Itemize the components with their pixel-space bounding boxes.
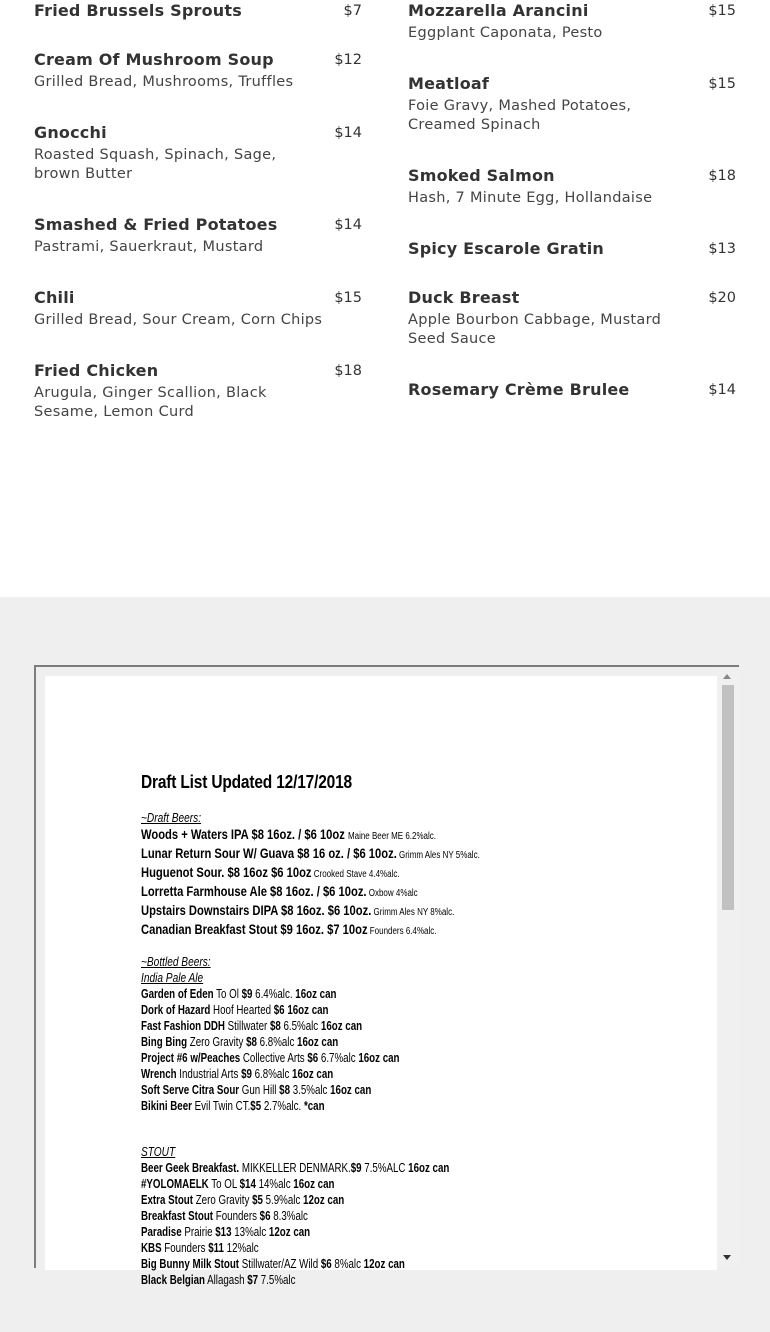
beer-price: $8	[246, 1035, 257, 1049]
stout-list	[141, 1160, 701, 1288]
menu-item-name: Smashed & Fried Potatoes	[34, 215, 278, 234]
menu-item-name: Fried Brussels Sprouts	[34, 1, 242, 20]
bottle-beer-line	[141, 986, 578, 1002]
menu-item-price: $20	[708, 290, 736, 306]
beer-brewer: Stillwater/AZ Wild	[239, 1257, 321, 1271]
beer-name: Bing Bing	[141, 1035, 188, 1049]
scroll-down-arrow-icon[interactable]	[723, 1255, 731, 1260]
stout-heading: STOUT	[141, 1144, 176, 1159]
beer-size: 16oz can	[284, 1003, 329, 1017]
beer-size: 16oz can	[318, 1019, 363, 1033]
menu-item	[408, 73, 738, 135]
menu-item-name: Smoked Salmon	[408, 166, 555, 185]
draft-beer-main: Lorretta Farmhouse Ale $8 16oz. / $6 10oz.	[141, 883, 367, 899]
beer-name: Garden of Eden	[141, 987, 214, 1001]
beer-abv: 7.5%alc	[258, 1273, 296, 1287]
bottle-beer-line	[141, 1082, 578, 1098]
beer-brewer: Zero Gravity	[193, 1193, 253, 1207]
draft-beer-line	[141, 845, 589, 864]
beer-name: Extra Stout	[141, 1193, 194, 1207]
beer-size: *can	[301, 1099, 325, 1113]
menu-item	[34, 49, 364, 92]
menu-item-name: Fried Chicken	[34, 361, 159, 380]
menu-item-name: Duck Breast	[408, 288, 520, 307]
bottle-beer-line	[141, 1208, 578, 1224]
beer-brewer: Evil Twin CT.	[191, 1099, 251, 1113]
draft-beer-main: Canadian Breakfast Stout $9 16oz. $7 10oz	[141, 921, 368, 937]
beer-brewer: Founders	[161, 1241, 209, 1255]
menu-item-description: Hash, 7 Minute Egg, Hollandaise	[408, 190, 653, 206]
menu-item	[408, 238, 738, 260]
beer-price: $11	[208, 1241, 224, 1255]
menu-item-name: Rosemary Crème Brulee	[408, 380, 630, 399]
menu-item	[34, 287, 364, 330]
menu-item-name: Mozzarella Arancini	[408, 1, 589, 20]
draft-beer-main: Lunar Return Sour W/ Guava $8 16 oz. / $6 10oz.	[141, 845, 397, 861]
beer-price: $8	[279, 1083, 291, 1097]
bottle-beer-line	[141, 1240, 578, 1256]
beer-brewer: Collective Arts	[240, 1051, 308, 1065]
bottle-beer-line	[141, 1160, 578, 1176]
menu-item	[408, 165, 738, 208]
menu-item-description: Foie Gravy, Mashed Potatoes, Creamed Spinach	[408, 98, 632, 133]
beer-brewer: Allagash	[204, 1273, 248, 1287]
beer-name: Project #6 w/Peaches	[141, 1051, 241, 1065]
beer-brewer: Industrial Arts	[176, 1067, 242, 1081]
menu-item-price: $18	[708, 168, 736, 184]
bottle-beer-line	[141, 1272, 578, 1288]
beer-price: $6	[307, 1051, 319, 1065]
beer-abv: 5.9%alc	[262, 1193, 301, 1207]
menu-item-price: $7	[343, 3, 362, 19]
beer-name: Breakfast Stout	[141, 1209, 214, 1223]
menu-item-name: Chili	[34, 288, 75, 307]
beer-name: KBS	[141, 1241, 162, 1255]
beer-brewer: Zero Gravity	[187, 1035, 247, 1049]
beer-size: 16oz can	[289, 1067, 334, 1081]
beer-price: $5	[252, 1193, 263, 1207]
bottle-beer-line	[141, 1018, 578, 1034]
menu-item-description: Grilled Bread, Mushrooms, Truffles	[34, 74, 294, 90]
menu-item-price: $14	[334, 125, 362, 141]
ipa-heading: India Pale Ale	[141, 970, 204, 985]
draft-beer-main: Woods + Waters IPA $8 16oz. / $6 10oz	[141, 826, 348, 842]
menu-item-price: $18	[334, 363, 362, 379]
beer-brewer: Founders	[213, 1209, 260, 1223]
bottle-beer-line	[141, 1224, 578, 1240]
beer-price: $6	[273, 1003, 285, 1017]
beer-abv: 8%alc	[331, 1257, 361, 1271]
beer-brewer: Hoof Hearted	[210, 1003, 274, 1017]
pdf-page[interactable]	[45, 676, 717, 1287]
draft-beer-line	[141, 864, 589, 883]
menu-item-description: Roasted Squash, Spinach, Sage, brown Butter	[34, 147, 277, 182]
bottle-beer-line	[141, 1050, 578, 1066]
beer-size: 16oz can	[290, 1177, 335, 1191]
beer-size: 12oz can	[266, 1225, 311, 1239]
scroll-up-arrow-icon[interactable]	[723, 674, 731, 679]
menu-item-price: $14	[708, 382, 736, 398]
menu-item-name: Gnocchi	[34, 123, 107, 142]
menu-item	[34, 214, 364, 257]
draft-beer-line	[141, 826, 589, 845]
beer-brewer: Gun Hill	[239, 1083, 280, 1097]
menu-item-price: $15	[708, 3, 736, 19]
menu-item-description: Pastrami, Sauerkraut, Mustard	[34, 239, 264, 255]
bottle-beer-line	[141, 1256, 578, 1272]
draft-beers-heading: ~Draft Beers:	[141, 810, 202, 825]
pdf-viewer[interactable]	[34, 665, 739, 1287]
bottle-beer-line	[141, 1002, 578, 1018]
beer-abv: 6.7%alc	[318, 1051, 356, 1065]
menu-item-price: $13	[708, 241, 736, 257]
menu-item	[34, 360, 364, 422]
beer-size: 16oz can	[355, 1051, 400, 1065]
draft-beer-main: Huguenot Sour. $8 16oz $6 10oz	[141, 864, 312, 880]
beer-name: #YOLOMAELK	[141, 1177, 209, 1191]
beer-abv: 8.3%alc	[270, 1209, 308, 1223]
beer-abv: 2.7%alc.	[261, 1099, 302, 1113]
beer-price: $6	[320, 1257, 332, 1271]
beer-name: Bikini Beer	[141, 1099, 192, 1113]
beer-abv: 6.5%alc	[280, 1019, 319, 1033]
menu-item	[408, 287, 738, 349]
beer-brewer: Stillwater	[224, 1019, 270, 1033]
beer-abv: 14%alc	[255, 1177, 291, 1191]
bottle-beer-line	[141, 1192, 578, 1208]
beer-price: $5	[250, 1099, 262, 1113]
ipa-list	[141, 986, 701, 1114]
draft-beer-line	[141, 921, 589, 940]
scroll-thumb[interactable]	[722, 685, 734, 910]
draft-beer-brewer: Grimm Ales NY 8%alc.	[371, 907, 455, 918]
menu-item-name: Meatloaf	[408, 74, 490, 93]
beer-size: 16oz can	[405, 1161, 450, 1175]
menu-item	[408, 0, 738, 43]
beer-name: Beer Geek Breakfast.	[141, 1161, 240, 1175]
draft-beer-brewer: Grimm Ales NY 5%alc.	[396, 850, 480, 861]
bottle-beer-line	[141, 1034, 578, 1050]
beer-price: $9	[350, 1161, 362, 1175]
beer-abv: 7.5%ALC	[361, 1161, 406, 1175]
draft-beer-brewer: Founders 6.4%alc.	[367, 926, 437, 937]
beer-size: 12oz can	[360, 1257, 405, 1271]
beer-price: $14	[239, 1177, 256, 1191]
bottle-beer-line	[141, 1176, 578, 1192]
menu-item-name: Cream Of Mushroom Soup	[34, 50, 274, 69]
menu-item	[34, 122, 364, 184]
beer-abv: 3.5%alc	[290, 1083, 328, 1097]
draft-beer-main: Upstairs Downstairs DIPA $8 16oz. $6 10oz.	[141, 902, 372, 918]
beer-price: $9	[241, 987, 253, 1001]
beer-name: Soft Serve Citra Sour	[141, 1083, 240, 1097]
menu-item-description: Apple Bourbon Cabbage, Mustard Seed Sauce	[408, 312, 662, 347]
beer-price: $7	[247, 1273, 259, 1287]
bottle-beer-line	[141, 1066, 578, 1082]
beer-abv: 6.8%alc	[256, 1035, 295, 1049]
menu-item-price: $15	[708, 76, 736, 92]
beer-abv: 12%alc	[223, 1241, 259, 1255]
beer-name: Paradise	[141, 1225, 182, 1239]
menu-item-name: Spicy Escarole Gratin	[408, 239, 605, 258]
beer-size: 16oz can	[294, 1035, 339, 1049]
bottle-beer-line	[141, 1098, 578, 1114]
menu-item-price: $14	[334, 217, 362, 233]
beer-price: $6	[259, 1209, 271, 1223]
draft-beer-brewer: Crooked Stave 4.4%alc.	[311, 869, 400, 880]
beer-price: $8	[269, 1019, 281, 1033]
beer-name: Black Belgian	[141, 1273, 205, 1287]
menu-item	[34, 0, 364, 22]
menu-item-price: $15	[334, 290, 362, 306]
menu-item-price: $12	[334, 52, 362, 68]
beer-name: Fast Fashion DDH	[141, 1019, 225, 1033]
beer-name: Big Bunny Milk Stout	[141, 1257, 240, 1271]
beer-price: $13	[215, 1225, 232, 1239]
document-title: Draft List Updated 12/17/2018	[141, 772, 352, 792]
draft-beer-brewer: Maine Beer ME 6.2%alc.	[347, 831, 437, 842]
draft-beer-line	[141, 902, 589, 921]
beer-size: 16oz can	[292, 987, 337, 1001]
beer-name: Wrench	[141, 1067, 177, 1081]
beer-abv: 6.8%alc	[251, 1067, 290, 1081]
bottled-beers-heading: ~Bottled Beers:	[141, 954, 211, 969]
beer-size: 12oz can	[300, 1193, 345, 1207]
vertical-scrollbar[interactable]	[717, 667, 739, 1268]
menu-item	[408, 379, 738, 401]
beer-brewer: To OL	[208, 1177, 240, 1191]
beer-abv: 6.4%alc.	[252, 987, 293, 1001]
draft-list-document	[141, 770, 701, 1288]
beer-brewer: To Ol	[213, 987, 242, 1001]
draft-beer-brewer: Oxbow 4%alc	[366, 888, 418, 899]
draft-beer-list	[141, 826, 701, 940]
menu-item-description: Arugula, Ginger Scallion, Black Sesame, Lemon Curd	[34, 385, 267, 420]
food-menu	[0, 0, 770, 597]
beer-name: Dork of Hazard	[141, 1003, 211, 1017]
beer-brewer: Prairie	[181, 1225, 216, 1239]
menu-item-description: Grilled Bread, Sour Cream, Corn Chips	[34, 312, 323, 328]
draft-beer-line	[141, 883, 589, 902]
beer-price: $9	[241, 1067, 252, 1081]
beer-size: 16oz can	[327, 1083, 372, 1097]
beer-brewer: MIKKELLER DENMARK.	[239, 1161, 351, 1175]
menu-item-description: Eggplant Caponata, Pesto	[408, 25, 603, 41]
beer-abv: 13%alc	[231, 1225, 267, 1239]
